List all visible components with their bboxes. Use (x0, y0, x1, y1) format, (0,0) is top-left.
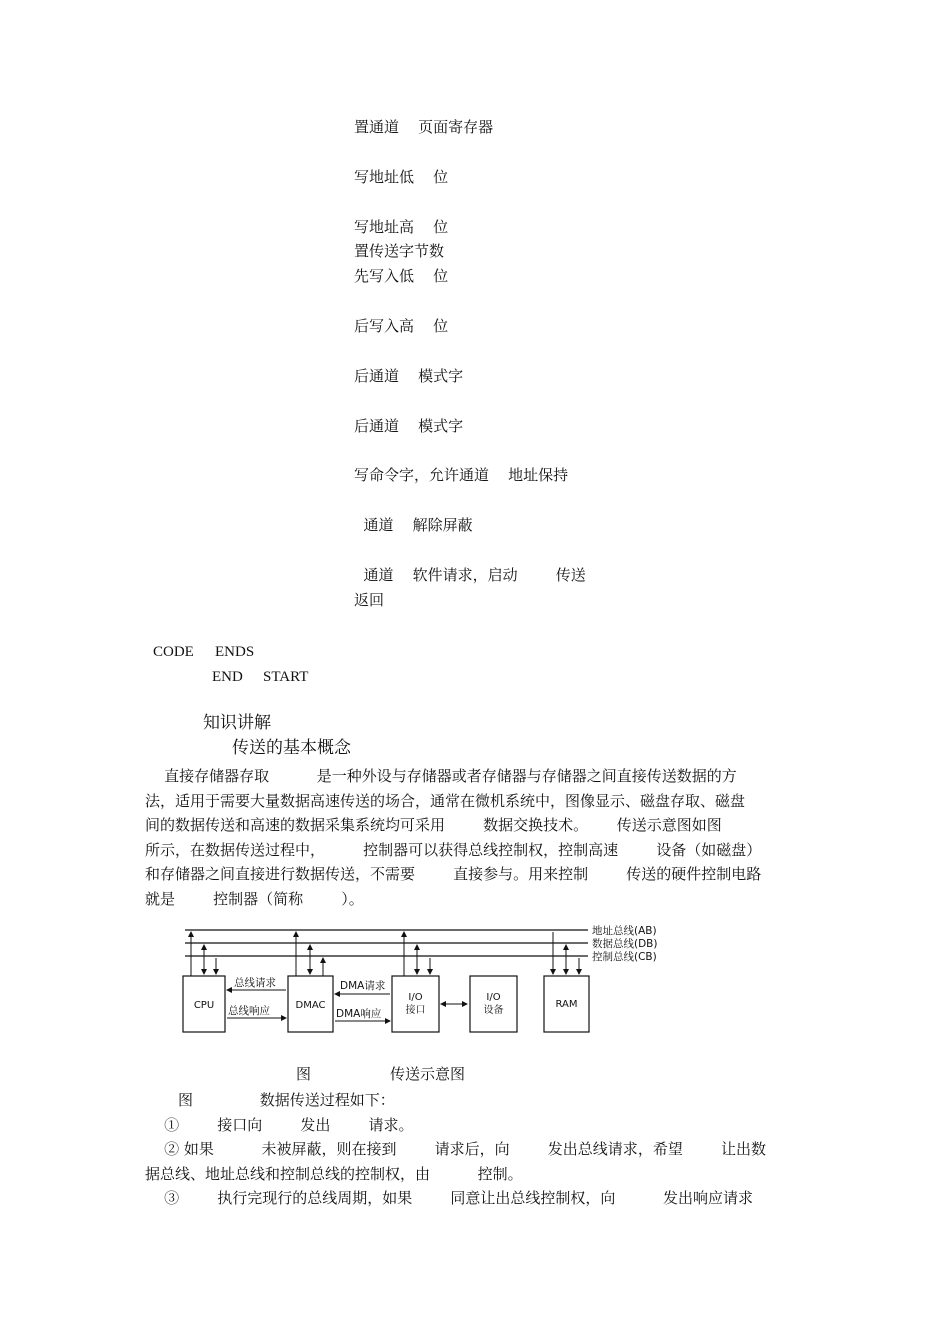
bus-label: 数据总线(DB) (592, 938, 658, 950)
paragraph-line: 法，适用于需要大量数据高速传送的场合，通常在微机系统中，图像显示、磁盘存取、磁盘 (145, 791, 746, 810)
code-keyword: END (212, 669, 243, 685)
paragraph-line: 间的数据传送和高速的数据采集系统均可采用 数据交换技术。 传送示意图如图 (145, 816, 722, 834)
io-device-block (470, 976, 517, 1032)
signal-label: 总线请求 (234, 977, 276, 989)
figure-caption (0, 1064, 950, 1084)
paragraph-line: 就是 控制器（简称 ）。 (145, 889, 364, 908)
code-comment-line: 后写入高 位 (354, 317, 449, 335)
paragraph-line: ① 接口向 发出 请求。 (145, 1115, 414, 1134)
code-comment-line: 通道 解除屏蔽 (354, 516, 473, 534)
paragraph-line: 和存储器之间直接进行数据传送，不需要 直接参与。用来控制 传送的硬件控制电路 (145, 865, 762, 883)
code-comment-line: 先写入低 位 (354, 267, 449, 285)
caption-title: 传送示意图 (390, 1065, 466, 1083)
code-keyword: START (263, 669, 309, 685)
block-label: I/O (408, 992, 423, 1003)
paragraph-line: 所示，在数据传送过程中， 控制器可以获得总线控制权，控制高速 设备（如磁盘） (145, 840, 762, 859)
paragraph-line: 图 数据传送过程如下： (178, 1091, 395, 1109)
subsection-heading: 传送的基本概念 (232, 738, 351, 758)
code-keyword: CODE (153, 644, 194, 660)
code-comment-line: 写地址高 位 (354, 218, 449, 236)
caption-fig: 图 (296, 1065, 312, 1083)
code-ends-line (0, 642, 950, 662)
block-label: RAM (555, 999, 578, 1010)
code-comment-line: 置通道 页面寄存器 (354, 118, 494, 136)
block-label: 接口 (405, 1005, 426, 1016)
code-comment-line: 通道 软件请求，启动 传送 (354, 566, 586, 584)
block-label: CPU (193, 1000, 215, 1011)
signal-label: DMA请求 (340, 980, 386, 992)
block-label: 设备 (483, 1005, 504, 1016)
code-comment-line: 写地址低 位 (354, 168, 449, 186)
dma-transfer-diagram (180, 922, 680, 1040)
code-end-start-line (0, 667, 950, 687)
bus-label: 地址总线(AB) (592, 925, 657, 937)
signal-label: 总线响应 (228, 1005, 270, 1017)
paragraph-line: 直接存储器存取 是一种外设与存储器或者存储器与存储器之间直接传送数据的方 (145, 767, 737, 785)
signal-label: DMA响应 (336, 1008, 382, 1020)
paragraph-line: ③ 执行完现行的总线周期，如果 同意让出总线控制权，向 发出响应请求 (145, 1189, 754, 1207)
code-comment-line: 置传送字节数 (354, 242, 445, 260)
code-comment-line: 后通道 模式字 (354, 367, 464, 385)
block-label: DMAC (295, 1000, 326, 1011)
section-heading: 知识讲解 (203, 713, 271, 733)
code-keyword: ENDS (215, 644, 255, 660)
process-paragraph (145, 1088, 810, 1211)
code-comment-line: 写命令字，允许通道 地址保持 (354, 466, 569, 484)
block-label: I/O (486, 992, 501, 1003)
paragraph-line: 据总线、地址总线和控制总线的控制权，由 控制。 (145, 1164, 523, 1183)
code-comment-line: 后通道 模式字 (354, 417, 464, 435)
bus-label: 控制总线(CB) (592, 951, 657, 963)
paragraph-line: ② 如果 未被屏蔽，则在接到 请求后，向 发出总线请求，希望 让出数 (145, 1140, 766, 1158)
io-interface-block (392, 976, 439, 1032)
code-comment-line: 返回 (354, 591, 385, 609)
intro-paragraph (145, 764, 810, 911)
